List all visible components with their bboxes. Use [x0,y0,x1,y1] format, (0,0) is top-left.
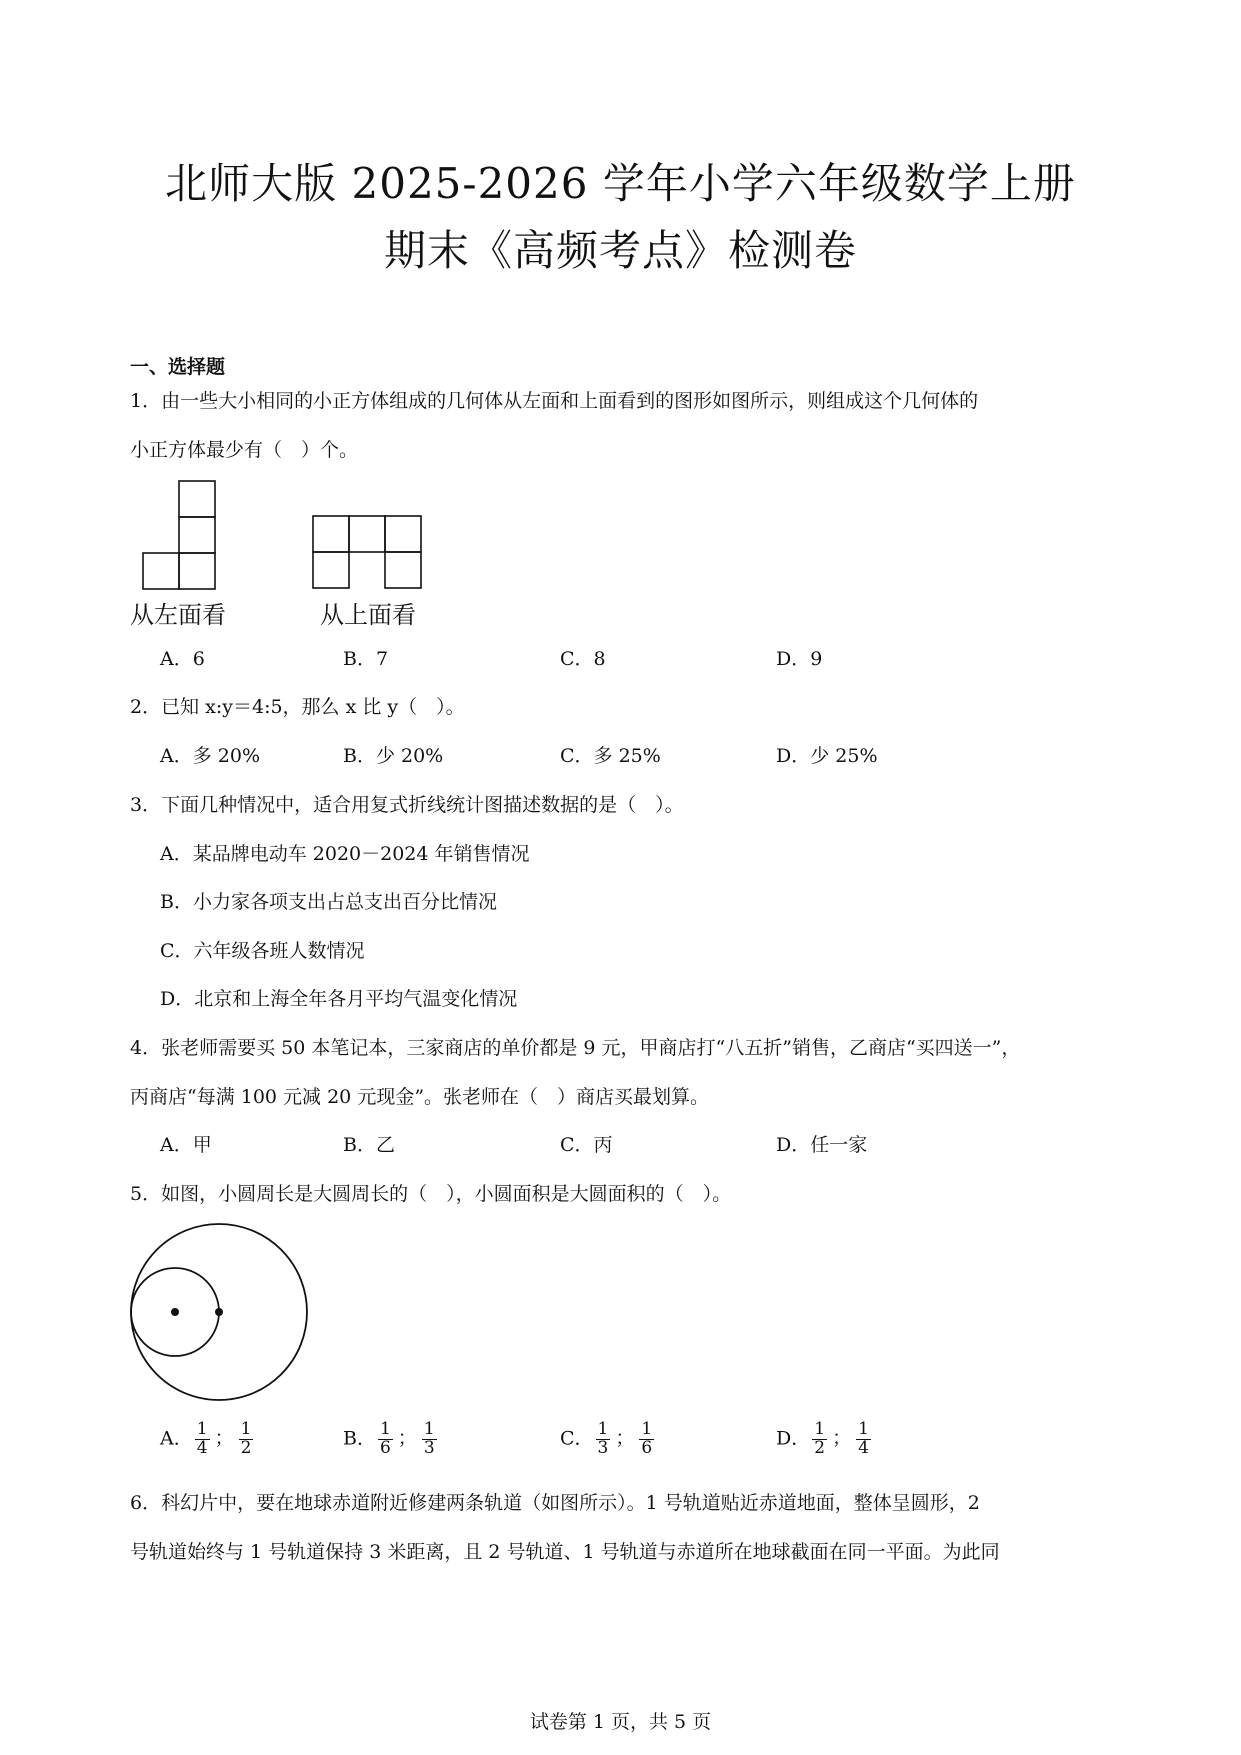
q5-option-c[interactable]: C． $\frac{1}{3}$ ； $\frac{1}{6}$ [560,1419,653,1458]
fraction: $\frac{1}{2}$ [240,1419,252,1458]
q4-text-line2: 丙商店“每满 100 元减 20 元现金”。张老师在（ ）商店买最划算。 [130,1086,710,1108]
q4-option-a[interactable]: A．甲 [160,1134,212,1156]
q3-option-b[interactable]: B．小力家各项支出占总支出百分比情况 [160,891,497,913]
q5-option-a[interactable]: A． $\frac{1}{4}$ ； $\frac{1}{2}$ [160,1419,252,1458]
q6-text-line1: 6．科幻片中，要在地球赤道附近修建两条轨道（如图所示）。1 号轨道贴近赤道地面，整体呈圆形，2 [130,1492,980,1514]
q1-text-line2: 小正方体最少有（ ）个。 [130,439,359,461]
fraction: $\frac{1}{6}$ [379,1419,391,1458]
page-footer: 试卷第 1 页，共 5 页 [529,1711,712,1733]
q4-option-b[interactable]: B．乙 [343,1134,395,1156]
fraction: $\frac{1}{6}$ [641,1419,653,1458]
q1-top-view-figure [310,515,425,595]
fraction: $\frac{1}{3}$ [423,1419,435,1458]
q3-option-c[interactable]: C．六年级各班人数情况 [160,940,365,962]
fraction: $\frac{1}{2}$ [814,1419,826,1458]
q3-option-d[interactable]: D．北京和上海全年各月平均气温变化情况 [160,988,518,1010]
q3-option-a[interactable]: A．某品牌电动车 2020－2024 年销售情况 [160,843,530,865]
section-heading: 一、选择题 [130,356,226,378]
q5-option-b-label: B． [343,1427,376,1450]
q4-option-c[interactable]: C．丙 [560,1134,613,1156]
q5-circles-figure [128,1220,313,1405]
q2-text: 2．已知 x:y＝4:5，那么 x 比 y（ ）。 [130,696,465,718]
fraction: $\frac{1}{4}$ [196,1419,208,1458]
q1-left-view-figure [140,480,220,595]
q1-option-c[interactable]: C．8 [560,648,606,670]
fraction: $\frac{1}{3}$ [597,1419,609,1458]
q5-option-a-label: A． [160,1427,193,1450]
q2-option-d[interactable]: D．少 25% [776,745,878,767]
q5-text: 5．如图，小圆周长是大圆周长的（ ），小圆面积是大圆面积的（ ）。 [130,1183,732,1205]
q2-option-b[interactable]: B．少 20% [343,745,444,767]
fraction: $\frac{1}{4}$ [858,1419,869,1458]
exam-title-line2: 期末《高频考点》检测卷 [383,226,857,275]
exam-title-line1: 北师大版 2025-2026 学年小学六年级数学上册 [165,159,1076,208]
q5-option-d[interactable]: D． $\frac{1}{2}$ ； $\frac{1}{4}$ [776,1419,869,1458]
q4-text-line1: 4．张老师需要买 50 本笔记本，三家商店的单价都是 9 元，甲商店打“八五折”销售，乙商店“买四送一”， [130,1037,1021,1059]
q1-text-line1: 1．由一些大小相同的小正方体组成的几何体从左面和上面看到的图形如图所示，则组成这个几何体的 [130,390,979,412]
q1-caption-left-view: 从左面看 [130,601,226,629]
q5-option-c-label: C． [560,1427,594,1450]
q1-option-b[interactable]: B．7 [343,648,389,670]
q2-option-c[interactable]: C．多 25% [560,745,661,767]
q5-option-b[interactable]: B． $\frac{1}{6}$ ； $\frac{1}{3}$ [343,1419,435,1458]
q4-option-d[interactable]: D．任一家 [776,1134,868,1156]
q1-caption-top-view: 从上面看 [320,601,416,629]
q2-option-a[interactable]: A．多 20% [160,745,260,767]
q1-option-a[interactable]: A．6 [160,648,205,670]
q3-text: 3．下面几种情况中，适合用复式折线统计图描述数据的是（ ）。 [130,794,684,816]
q5-option-d-label: D． [776,1427,811,1450]
q1-option-d[interactable]: D．9 [776,648,823,670]
q6-text-line2: 号轨道始终与 1 号轨道保持 3 米距离，且 2 号轨道、1 号轨道与赤道所在地球截面在同一平面。为此同 [130,1541,1000,1563]
